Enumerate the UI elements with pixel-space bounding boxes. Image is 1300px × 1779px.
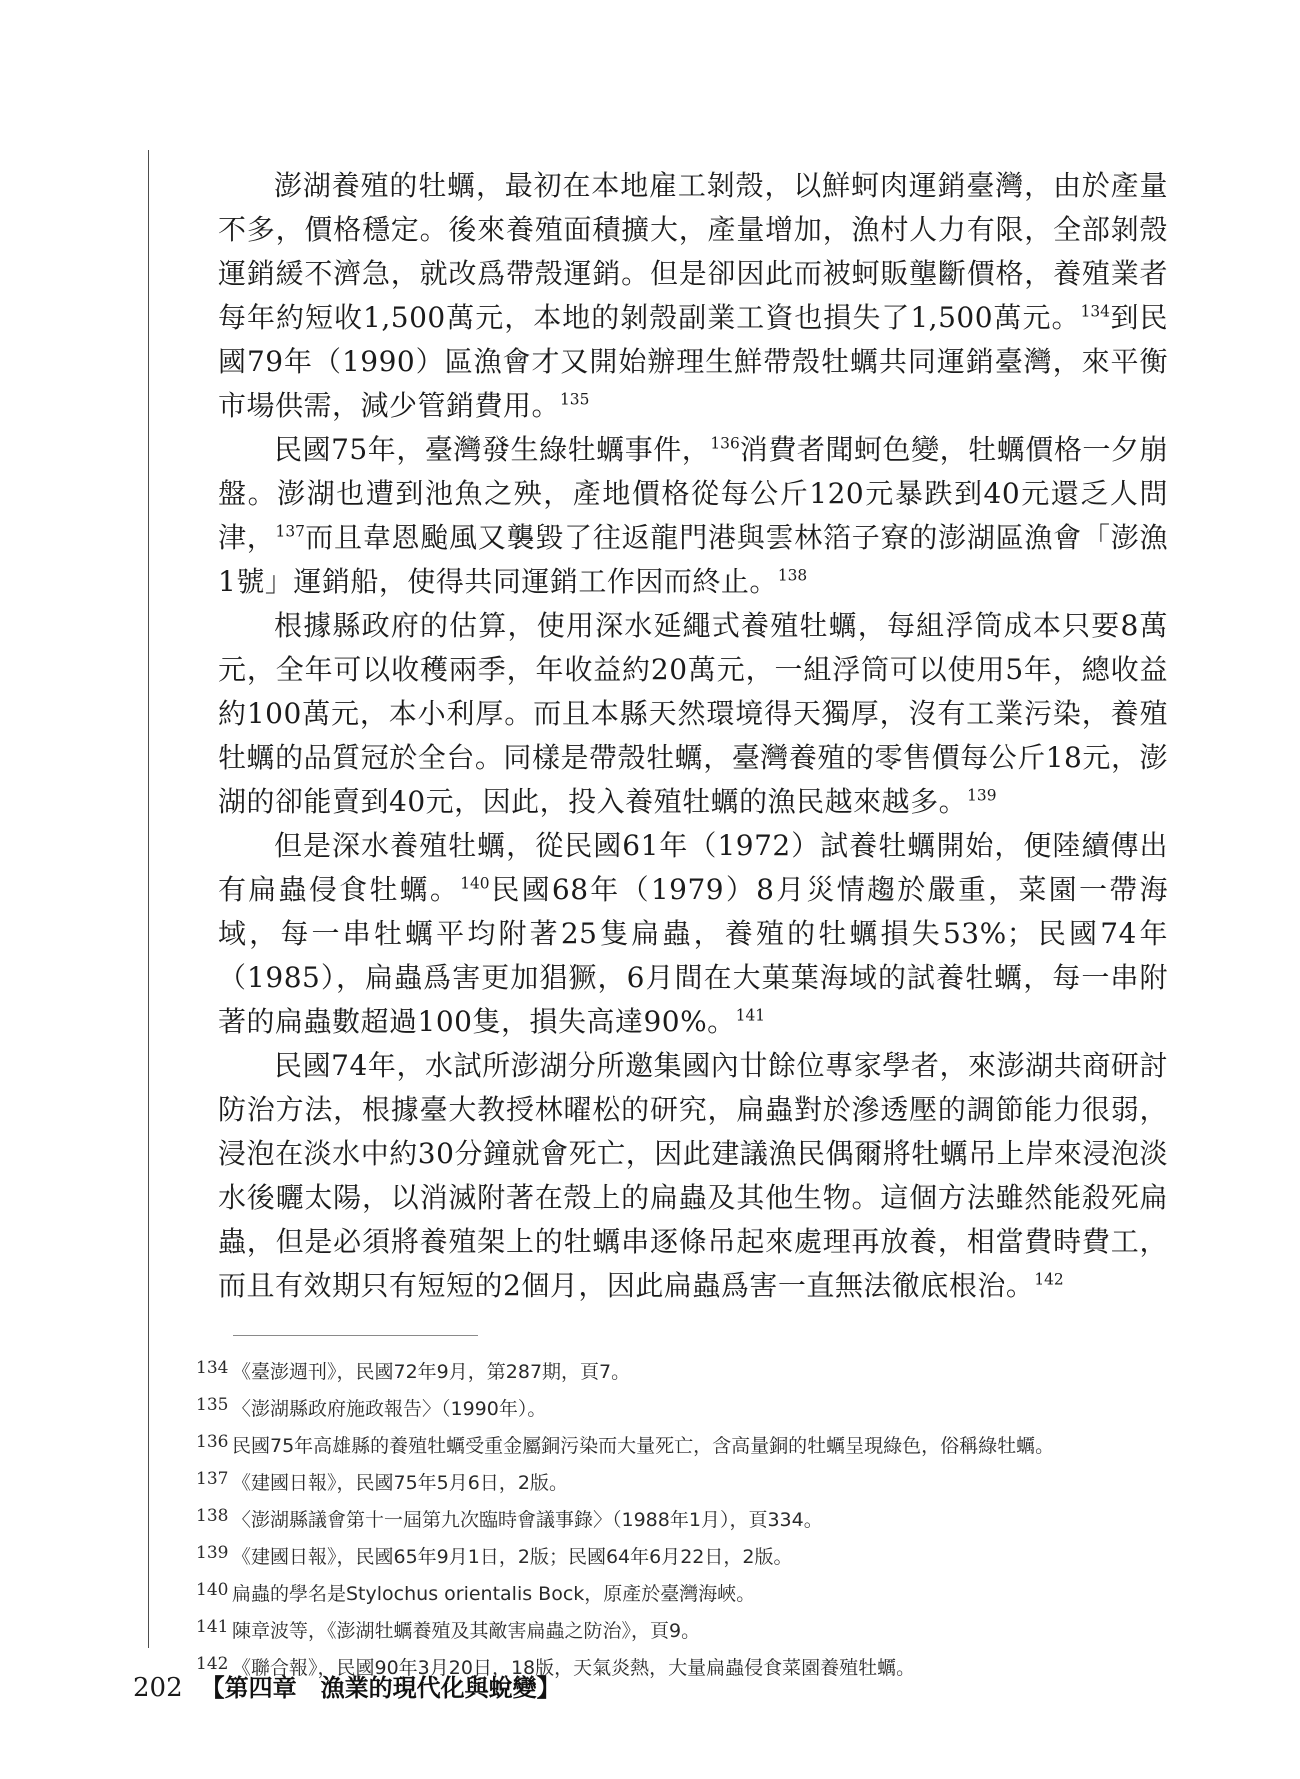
- footnote-ref: 140: [460, 874, 490, 893]
- footnote-number: 141: [196, 1617, 229, 1637]
- footnote: [196, 1389, 1168, 1426]
- page-number: 202: [133, 1673, 183, 1703]
- footnote-number: 139: [196, 1543, 229, 1563]
- footnote-ref: 142: [1034, 1270, 1064, 1289]
- footnote-text: 《建國日報》，民國75年5月6日，2版。: [232, 1472, 568, 1494]
- body-paragraph: 民國74年，水試所澎湖分所邀集國內廿餘位專家學者，來澎湖共商研討防治方法，根據臺大教授林曜松的研究，扁蟲對於滲透壓的調節能力很弱，浸泡在淡水中約30分鐘就會死亡，因此建議漁民偶爾將牡蠣吊上岸來浸泡淡水後曬太陽，以消滅附著在殼上的扁蟲及其他生物。這個方法雖然能殺死扁蟲，但是必須將養殖架上的牡蠣串逐條吊起來處理再放養，相當費時費工，而且有效期只有短短的2個月，因此扁蟲爲害一直無法徹底根治。$^{142}$: [218, 1049, 1168, 1302]
- footnote-number: 138: [196, 1506, 229, 1526]
- body-paragraph: 根據縣政府的估算，使用深水延繩式養殖牡蠣，每組浮筒成本只要8萬元，全年可以收穫兩季，年收益約20萬元，一組浮筒可以使用5年，總收益約100萬元，本小利厚。而且本縣天然環境得天獨厚，沒有工業污染，養殖牡蠣的品質冠於全台。同樣是帶殼牡蠣，臺灣養殖的零售價每公斤18元，澎湖的卻能賣到40元，因此，投入養殖牡蠣的漁民越來越多。$^{139}$: [218, 609, 1168, 818]
- footnotes: [196, 1352, 1168, 1685]
- body-paragraph: 澎湖養殖的牡蠣，最初在本地雇工剝殼，以鮮蚵肉運銷臺灣，由於產量不多，價格穩定。後來養殖面積擴大，產量增加，漁村人力有限，全部剝殼運銷緩不濟急，就改爲帶殼運銷。但是卻因此而被蚵販壟斷價格，養殖業者每年約短收1,500萬元，本地的剝殼副業工資也損失了1,500萬元。$^{134}$到民國79年（1990）區漁會才又開始辦理生鮮帶殼牡蠣共同運銷臺灣，來平衡市場供需，減少管銷費用。$^{135}$: [218, 169, 1168, 422]
- footnote-text: 民國75年高雄縣的養殖牡蠣受重金屬銅污染而大量死亡，含高量銅的牡蠣呈現綠色，俗稱綠牡蠣。: [232, 1435, 1055, 1457]
- footnote: [196, 1574, 1168, 1611]
- footnote-ref: 138: [777, 566, 808, 585]
- footnote-ref: 139: [967, 786, 997, 805]
- page-content: [196, 164, 1168, 1685]
- chapter-title: 【第四章 漁業的現代化與蛻變】: [200, 1673, 561, 1702]
- body-text: [218, 164, 1168, 1308]
- footnote-separator: [233, 1335, 478, 1336]
- footnote: [196, 1537, 1168, 1574]
- body-paragraph: 但是深水養殖牡蠣，從民國61年（1972）試養牡蠣開始，便陸續傳出有扁蟲侵食牡蠣。$^{140}$民國68年（1979）8月災情趨於嚴重，菜園一帶海域，每一串牡蠣平均附著25隻扁蟲，養殖的牡蠣損失53%；民國74年（1985），扁蟲爲害更加猖獗，6月間在大菓葉海域的試養牡蠣，每一串附著的扁蟲數超過100隻，損失高達90%。$^{141}$: [218, 829, 1168, 1038]
- footnote-ref: 141: [735, 1006, 766, 1025]
- footnote-number: 137: [196, 1469, 229, 1489]
- footnote-text: 扁蟲的學名是Stylochus orientalis Bock，原產於臺灣海峽。: [232, 1583, 756, 1605]
- footnote-number: 140: [196, 1580, 229, 1600]
- footnote-ref: 137: [275, 522, 305, 541]
- footnote-text: 〈澎湖縣議會第十一屆第九次臨時會議事錄〉（1988年1月），頁334。: [232, 1509, 823, 1531]
- footnote-ref: 135: [560, 390, 590, 409]
- footnote: [196, 1611, 1168, 1648]
- body-paragraph: 民國75年，臺灣發生綠牡蠣事件，$^{136}$消費者聞蚵色變，牡蠣價格一夕崩盤。澎湖也遭到池魚之殃，產地價格從每公斤120元暴跌到40元還乏人問津，$^{137}$而且韋恩颱風又襲毀了往返龍門港與雲林箔子寮的澎湖區漁會「澎漁1號」運銷船，使得共同運銷工作因而終止。$^{138}$: [218, 433, 1168, 598]
- left-margin-rule: [148, 150, 149, 1648]
- page-footer: [133, 1668, 561, 1703]
- footnote-text: 陳章波等，《澎湖牡蠣養殖及其敵害扁蟲之防治》，頁9。: [232, 1620, 701, 1642]
- footnote-number: 134: [196, 1358, 229, 1378]
- footnote: [196, 1352, 1168, 1389]
- footnote-text: 《聯合報》，民國90年3月20日，18版，天氣炎熱，大量扁蟲侵食菜園養殖牡蠣。: [232, 1657, 916, 1679]
- footnote-number: 142: [196, 1654, 229, 1674]
- footnote-text: 〈澎湖縣政府施政報告〉（1990年）。: [232, 1398, 547, 1420]
- footnote-number: 135: [196, 1395, 229, 1415]
- footnote: [196, 1500, 1168, 1537]
- footnote-ref: 136: [710, 434, 740, 453]
- footnote-text: 《臺澎週刊》，民國72年9月，第287期，頁7。: [232, 1361, 631, 1383]
- footnote: [196, 1463, 1168, 1500]
- footnote-ref: 134: [1080, 302, 1110, 321]
- footnote: [196, 1426, 1168, 1463]
- footnote-text: 《建國日報》，民國65年9月1日，2版；民國64年6月22日，2版。: [232, 1546, 793, 1568]
- footnote-number: 136: [196, 1432, 229, 1452]
